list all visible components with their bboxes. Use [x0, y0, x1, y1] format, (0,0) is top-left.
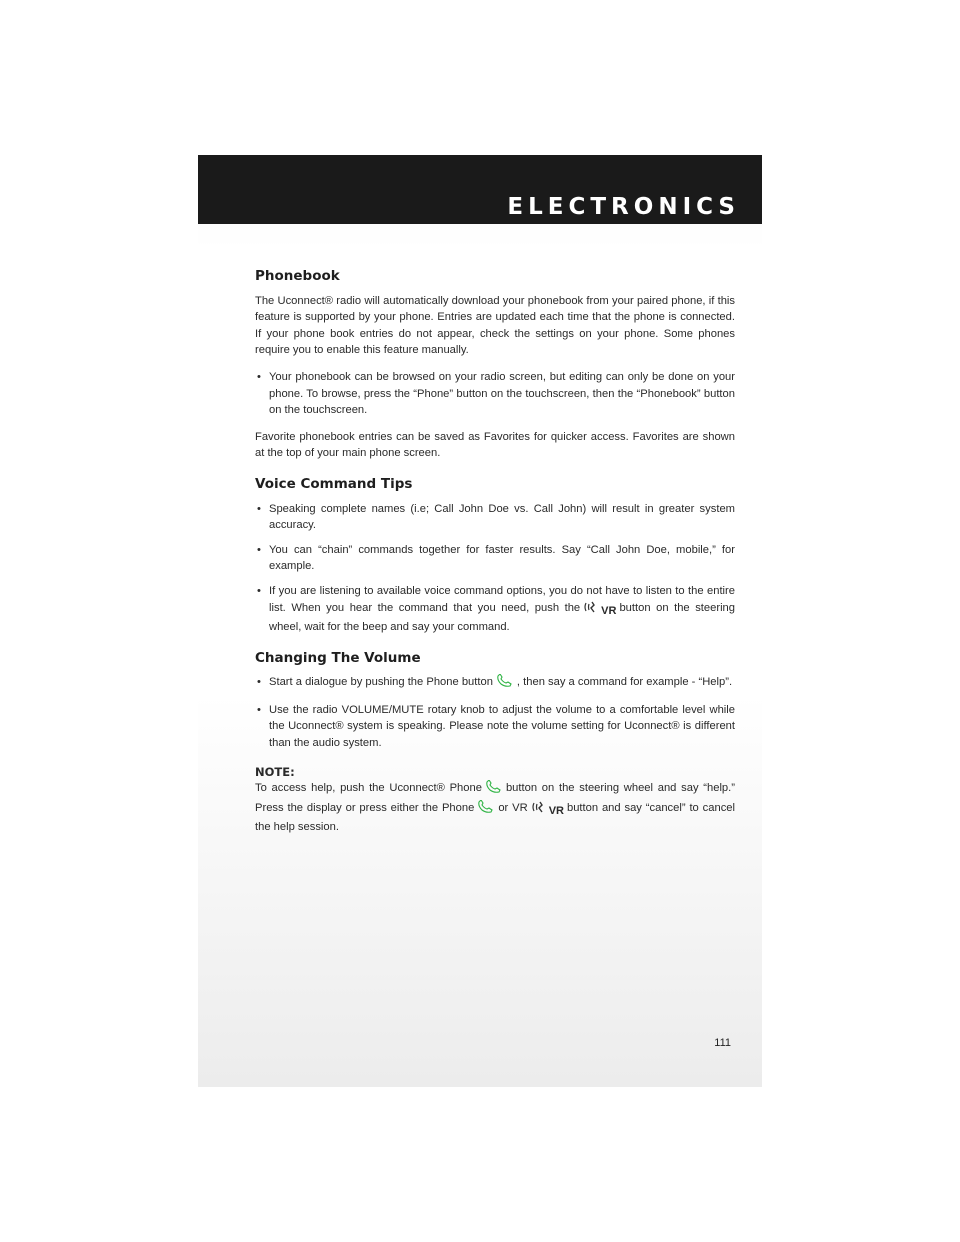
- phone-icon: [484, 780, 504, 800]
- voice-recognition-icon: [583, 600, 616, 620]
- note-text: [255, 780, 735, 836]
- section-title: ELECTRONICS: [507, 194, 740, 220]
- bullet-text: Start a dialogue by pushing the Phone button: [269, 676, 493, 689]
- voice-tips-list: [255, 501, 735, 636]
- vr-label: VR: [548, 804, 564, 817]
- volume-heading: Changing The Volume: [255, 649, 421, 666]
- note-text-part: To access help, push the Uconnect® Phone: [255, 782, 482, 795]
- list-item: [255, 583, 735, 636]
- section-header: [198, 155, 762, 224]
- list-item: • You can “chain” commands together for faster results. Say “Call John Doe, mobile,” for example.: [255, 542, 735, 575]
- volume-list: [255, 674, 735, 751]
- voice-tips-heading: Voice Command Tips: [255, 475, 413, 492]
- favorites-paragraph: Favorite phonebook entries can be saved as Favorites for quicker access. Favorites are shown at the top of your main phone screen.: [255, 430, 735, 460]
- list-item: • Use the radio VOLUME/MUTE rotary knob to adjust the volume to a comfortable level while the Uconnect® system is speaking. Please note the volume setting for Uconnect® is different than the audio system.: [255, 702, 735, 752]
- phonebook-heading: Phonebook: [255, 268, 340, 284]
- voice-recognition-icon: [531, 800, 564, 820]
- bullet-text: If you are listening to available voice command options, you do not have to listen to the entire list. When you hear the command that you need, push the: [269, 584, 735, 614]
- bullet-text: button on the steering wheel, wait for the beep and say your command.: [269, 601, 735, 634]
- page-content: [255, 268, 735, 846]
- phonebook-list: [255, 369, 735, 419]
- vr-label: VR: [601, 604, 617, 617]
- list-item: • Speaking complete names (i.e; Call John Doe vs. Call John) will result in greater system accuracy.: [255, 501, 735, 534]
- note-text-part: button on the steering wheel and say “help.” Press the display or press either the Phone: [255, 782, 735, 814]
- page-number: 111: [714, 1037, 731, 1049]
- phone-icon: [476, 800, 496, 820]
- list-item: • Your phonebook can be browsed on your radio screen, but editing can only be done on your phone. To browse, press the “Phone” button on the touchscreen, then the “Phonebook” button on the touchscreen.: [255, 369, 735, 419]
- note-label: NOTE:: [255, 764, 295, 779]
- bullet-text: , then say a command for example - “Help”.: [516, 676, 733, 689]
- phone-icon: [495, 674, 515, 694]
- list-item: [255, 674, 735, 694]
- note-text-part: or VR: [498, 801, 528, 814]
- phonebook-intro: The Uconnect® radio will automatically download your phonebook from your paired phone, if this feature is supported by your phone. Entries are updated each time that the phone is connected. If your phone book entries do not appear, check the settings on your phone. Some phones require you to enable this feature manually.: [255, 294, 735, 357]
- note-text-part: button and say “cancel” to cancel the help session.: [255, 801, 735, 834]
